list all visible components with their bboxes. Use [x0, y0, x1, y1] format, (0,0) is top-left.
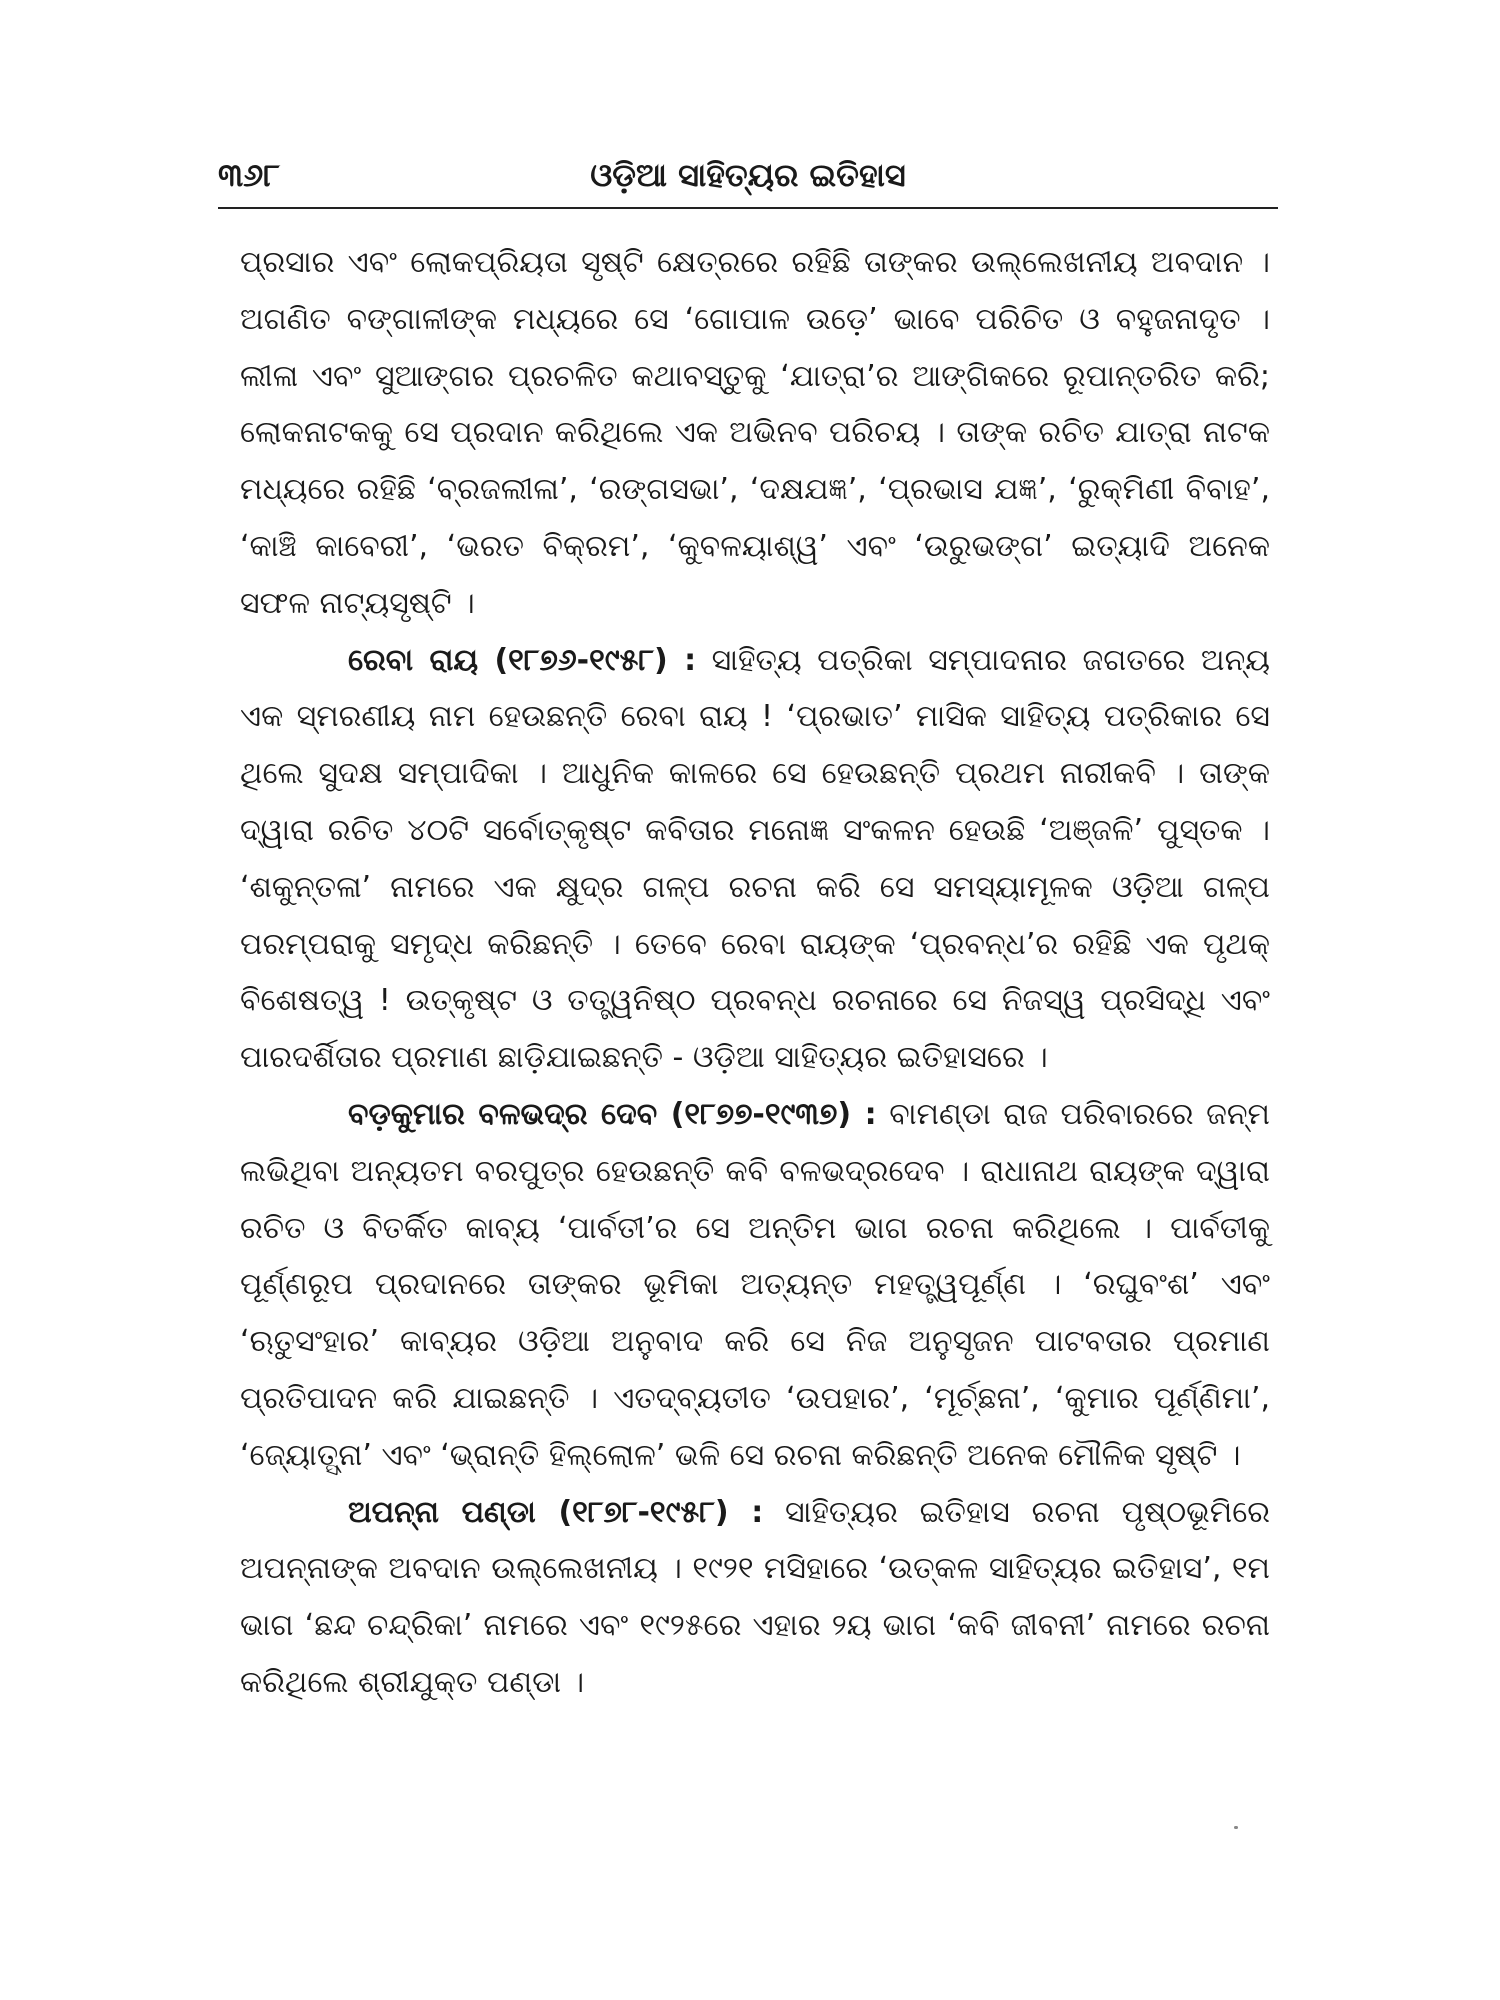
header-rule	[218, 207, 1278, 209]
page-header	[218, 150, 1278, 200]
paragraph-text: ସାହିତ୍ୟ ପତ୍ରିକା ସମ୍ପାଦନାର ଜଗତରେ ଅନ୍ୟ ଏକ ସ୍ମରଣୀୟ ନାମ ହେଉଛନ୍ତି ରେବା ରାୟ ! ‘ପ୍ରଭାତ’ ମାସିକ ସାହିତ୍ୟ ପତ୍ରିକାର ସେ ଥିଲେ ସୁଦକ୍ଷ ସମ୍ପାଦିକା । ଆଧୁନିକ କାଳରେ ସେ ହେଉଛନ୍ତି ପ୍ରଥମ ନାରୀକବି । ତାଙ୍କ ଦ୍ୱାରା ରଚିତ ୪୦ଟି ସର୍ବୋତ୍କୃଷ୍ଟ କବିତାର ମନୋଜ୍ଞ ସଂକଳନ ହେଉଛି ‘ଅଞ୍ଜଳି’ ପୁସ୍ତକ । ‘ଶକୁନ୍ତଳା’ ନାମରେ ଏକ କ୍ଷୁଦ୍ର ଗଳ୍ପ ରଚନା କରି ସେ ସମସ୍ୟାମୂଳକ ଓଡ଼ିଆ ଗଳ୍ପ ପରମ୍ପରାକୁ ସମୃଦ୍ଧ କରିଛନ୍ତି । ତେବେ ରେବା ରାୟଙ୍କ ‘ପ୍ରବନ୍ଧ’ର ରହିଛି ଏକ ପୃଥକ୍ ବିଶେଷତ୍ୱ ! ଉତ୍କୃଷ୍ଟ ଓ ତତ୍ତ୍ୱନିଷ୍ଠ ପ୍ରବନ୍ଧ ରଚନାରେ ସେ ନିଜସ୍ୱ ପ୍ରସିଦ୍ଧି ଏବଂ ପାରଦର୍ଶିତାର ପ୍ରମାଣ ଛାଡ଼ିଯାଇଛନ୍ତି - ଓଡ଼ିଆ ସାହିତ୍ୟର ଇତିହାସରେ ।	[240, 642, 1270, 1076]
paragraph-reba-ray	[240, 633, 1270, 1087]
page-body	[240, 235, 1270, 1712]
entry-heading: ଅପନ୍ନା ପଣ୍ଡା (୧୮୭୮-୧୯୫୮) :	[348, 1494, 764, 1530]
paragraph-text: ବାମଣ୍ଡା ରାଜ ପରିବାରରେ ଜନ୍ମ ଲଭିଥିବା ଅନ୍ୟତମ ବରପୁତ୍ର ହେଉଛନ୍ତି କବି ବଳଭଦ୍ରଦେବ । ରାଧାନାଥ ରାୟଙ୍କ ଦ୍ୱାରା ରଚିତ ଓ ବିତର୍କିତ କାବ୍ୟ ‘ପାର୍ବତୀ’ର ସେ ଅନ୍ତିମ ଭାଗ ରଚନା କରିଥିଲେ । ପାର୍ବତୀକୁ ପୂର୍ଣ୍ଣରୂପ ପ୍ରଦାନରେ ତାଙ୍କର ଭୂମିକା ଅତ୍ୟନ୍ତ ମହତ୍ତ୍ୱପୂର୍ଣ୍ଣ । ‘ରଘୁବଂଶ’ ଏବଂ ‘ଋତୁସଂହାର’ କାବ୍ୟର ଓଡ଼ିଆ ଅନୁବାଦ କରି ସେ ନିଜ ଅନୁସୃଜନ ପାଟବତାର ପ୍ରମାଣ ପ୍ରତିପାଦନ କରି ଯାଇଛନ୍ତି । ଏତଦ୍‌ବ୍ୟତୀତ ‘ଉପହାର’, ‘ମୂର୍ଚ୍ଛନା’, ‘କୁମାର ପୂର୍ଣ୍ଣିମା’, ‘ଜ୍ୟୋତ୍ସ୍ନା’ ଏବଂ ‘ଭ୍ରାନ୍ତି ହିଲ୍ଲୋଳ’ ଭଳି ସେ ରଚନା କରିଛନ୍ତି ଅନେକ ମୌଳିକ ସୃଷ୍ଟି ।	[240, 1096, 1270, 1473]
paragraph-balabhadra-deba	[240, 1087, 1270, 1485]
entry-heading: ରେବା ରାୟ (୧୮୭୬-୧୯୫୮) :	[348, 642, 697, 678]
paragraph-text: ସାହିତ୍ୟର ଇତିହାସ ରଚନା ପୃଷ୍ଠଭୂମିରେ ଅପନ୍ନାଙ୍କ ଅବଦାନ ଉଲ୍ଲେଖନୀୟ । ୧୯୨୧ ମସିହାରେ ‘ଉତ୍କଳ ସାହିତ୍ୟର ଇତିହାସ’, ୧ମ ଭାଗ ‘ଛନ୍ଦ ଚନ୍ଦ୍ରିକା’ ନାମରେ ଏବଂ ୧୯୨୫ରେ ଏହାର ୨ୟ ଭାଗ ‘କବି ଜୀବନୀ’ ନାମରେ ରଚନା କରିଥିଲେ ଶ୍ରୀଯୁକ୍ତ ପଣ୍ଡା ।	[240, 1494, 1270, 1700]
running-title: ଓଡ଼ିଆ ସାହିତ୍ୟର ଇତିହାସ	[590, 156, 906, 194]
entry-heading: ବଡ଼କୁମାର ବଳଭଦ୍ର ଦେବ (୧୮୭୭-୧୯୩୭) :	[348, 1096, 877, 1132]
scan-speck	[1234, 1826, 1238, 1829]
paragraph-intro	[240, 235, 1270, 633]
paragraph-apanna-panda	[240, 1485, 1270, 1712]
page-number: ୩୬୮	[218, 156, 280, 194]
paragraph-text: ପ୍ରସାର ଏବଂ ଲୋକପ୍ରିୟତା ସୃଷ୍ଟି କ୍ଷେତ୍ରରେ ରହିଛି ତାଙ୍କର ଉଲ୍ଲେଖନୀୟ ଅବଦାନ । ଅଗଣିତ ବଙ୍ଗାଳୀଙ୍କ ମଧ୍ୟରେ ସେ ‘ଗୋପାଳ ଉଡ଼େ’ ଭାବେ ପରିଚିତ ଓ ବହୁଜନାଦୃତ । ଲୀଳା ଏବଂ ସୁଆଙ୍ଗର ପ୍ରଚଳିତ କଥାବସ୍ତୁକୁ ‘ଯାତ୍ରା’ର ଆଙ୍ଗିକରେ ରୂପାନ୍ତରିତ କରି; ଲୋକନାଟକକୁ ସେ ପ୍ରଦାନ କରିଥିଲେ ଏକ ଅଭିନବ ପରିଚୟ । ତାଙ୍କ ରଚିତ ଯାତ୍ରା ନାଟକ ମଧ୍ୟରେ ରହିଛି ‘ବ୍ରଜଲୀଳା’, ‘ରଙ୍ଗସଭା’, ‘ଦକ୍ଷଯଜ୍ଞ’, ‘ପ୍ରଭାସ ଯଜ୍ଞ’, ‘ରୁକ୍ମିଣୀ ବିବାହ’, ‘କାଞ୍ଚି କାବେରୀ’, ‘ଭରତ ବିକ୍ରମ’, ‘କୁବଳୟାଶ୍ୱ’ ଏବଂ ‘ଉରୁଭଙ୍ଗ’ ଇତ୍ୟାଦି ଅନେକ ସଫଳ ନାଟ୍ୟସୃଷ୍ଟି ।	[240, 245, 1270, 621]
